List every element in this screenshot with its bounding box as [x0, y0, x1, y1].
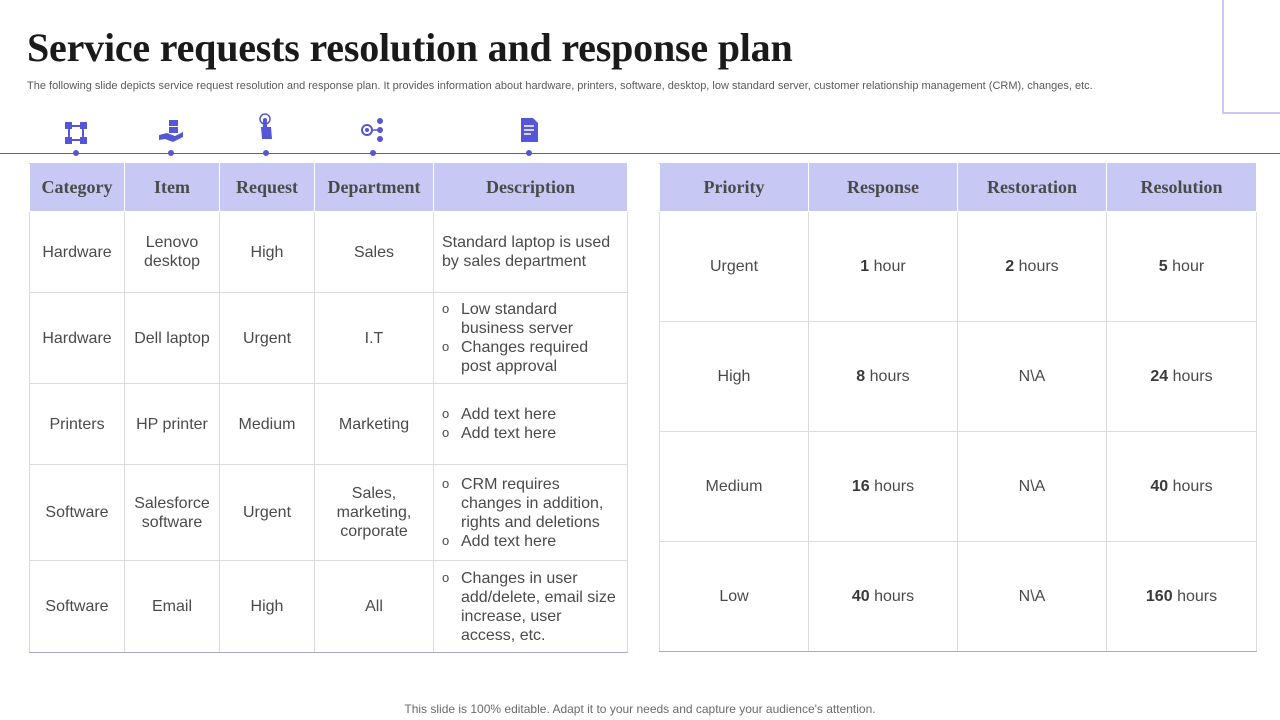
resolution-cell: [1107, 542, 1257, 652]
request-cell: High: [220, 561, 315, 653]
priority-cell: Urgent: [660, 212, 809, 322]
restoration-value: 2: [1005, 258, 1015, 275]
restoration-unit: hours: [1018, 258, 1059, 275]
priority-cell: Low: [660, 542, 809, 652]
process-flow-icon: [359, 117, 387, 145]
bullet-item: o Add text here: [442, 532, 619, 551]
category-cell: Hardware: [30, 212, 125, 293]
restoration-unit: N\A: [1018, 368, 1046, 385]
table-row: [30, 293, 628, 384]
service-requests-table: [29, 163, 628, 653]
timeline-dot: [73, 150, 79, 156]
response-cell: [809, 432, 958, 542]
document-icon: [515, 116, 543, 144]
restoration-cell: [958, 432, 1107, 542]
column-header-description: Description: [434, 164, 628, 212]
item-cell: HP printer: [125, 384, 220, 465]
response-value: 40: [851, 588, 870, 605]
table-row: [660, 542, 1257, 652]
resolution-value: 5: [1158, 258, 1168, 275]
restoration-cell: [958, 322, 1107, 432]
resolution-value: 160: [1145, 588, 1173, 605]
timeline-dot: [168, 150, 174, 156]
response-value: 1: [860, 258, 870, 275]
table-header-row: [660, 164, 1257, 212]
timeline-dot: [526, 150, 532, 156]
column-header-resolution: Resolution: [1107, 164, 1257, 212]
request-cell: Urgent: [220, 465, 315, 561]
hand-pointer-icon: [252, 113, 280, 141]
restoration-unit: N\A: [1018, 588, 1046, 605]
bullet-item: o Changes required post approval: [442, 338, 619, 376]
timeline-line: [0, 153, 1280, 154]
request-cell: Urgent: [220, 293, 315, 384]
description-cell: [434, 293, 628, 384]
column-header-priority: Priority: [660, 164, 809, 212]
resolution-unit: hours: [1172, 478, 1213, 495]
department-cell: Sales: [315, 212, 434, 293]
description-cell: [434, 384, 628, 465]
column-header-item: Item: [125, 164, 220, 212]
table-row: [30, 561, 628, 653]
resolution-cell: [1107, 432, 1257, 542]
resolution-unit: hours: [1172, 368, 1213, 385]
resolution-value: 24: [1150, 368, 1169, 385]
item-cell: Lenovo desktop: [125, 212, 220, 293]
hand-holding-boxes-icon: [157, 117, 185, 145]
response-unit: hours: [874, 478, 915, 495]
priority-cell: High: [660, 322, 809, 432]
response-value: 16: [851, 478, 870, 495]
bullet-item: o CRM requires changes in addition, rights and deletions: [442, 475, 619, 532]
corner-frame-decoration: [1222, 0, 1280, 114]
column-header-response: Response: [809, 164, 958, 212]
response-cell: [809, 212, 958, 322]
department-cell: All: [315, 561, 434, 653]
restoration-cell: [958, 542, 1107, 652]
bullet-item: o Add text here: [442, 405, 619, 424]
slide-subtitle: The following slide depicts service request resolution and response plan. It provides information about hardware, printers, software, desktop, low standard server, customer relationship management (CRM), changes, etc.: [27, 80, 1093, 92]
department-cell: Sales, marketing, corporate: [315, 465, 434, 561]
response-cell: [809, 542, 958, 652]
description-cell: Standard laptop is used by sales department: [434, 212, 628, 293]
column-header-department: Department: [315, 164, 434, 212]
network-nodes-icon: [62, 119, 90, 147]
bullet-item: o Add text here: [442, 424, 619, 443]
request-cell: High: [220, 212, 315, 293]
request-cell: Medium: [220, 384, 315, 465]
resolution-unit: hours: [1177, 588, 1218, 605]
resolution-unit: hour: [1172, 258, 1205, 275]
timeline-dot: [370, 150, 376, 156]
response-unit: hour: [873, 258, 906, 275]
table-row: [660, 322, 1257, 432]
timeline-dot: [263, 150, 269, 156]
column-header-request: Request: [220, 164, 315, 212]
column-header-category: Category: [30, 164, 125, 212]
description-cell: [434, 465, 628, 561]
restoration-cell: [958, 212, 1107, 322]
category-cell: Hardware: [30, 293, 125, 384]
slide-footer: This slide is 100% editable. Adapt it to your needs and capture your audience's attention.: [404, 702, 876, 716]
category-cell: Software: [30, 465, 125, 561]
resolution-cell: [1107, 322, 1257, 432]
response-cell: [809, 322, 958, 432]
department-cell: I.T: [315, 293, 434, 384]
category-cell: Software: [30, 561, 125, 653]
response-unit: hours: [874, 588, 915, 605]
resolution-value: 40: [1150, 478, 1169, 495]
column-header-restoration: Restoration: [958, 164, 1107, 212]
department-cell: Marketing: [315, 384, 434, 465]
table-row: [30, 384, 628, 465]
table-header-row: [30, 164, 628, 212]
resolution-cell: [1107, 212, 1257, 322]
priority-cell: Medium: [660, 432, 809, 542]
bullet-item: o Changes in user add/delete, email size increase, user access, etc.: [442, 569, 619, 645]
item-cell: Salesforce software: [125, 465, 220, 561]
slide-title: Service requests resolution and response plan: [27, 25, 793, 70]
table-row: [660, 432, 1257, 542]
description-cell: [434, 561, 628, 653]
table-row: [30, 465, 628, 561]
bullet-item: o Low standard business server: [442, 300, 619, 338]
table-row: [30, 212, 628, 293]
response-unit: hours: [869, 368, 910, 385]
table-row: [660, 212, 1257, 322]
item-cell: Dell laptop: [125, 293, 220, 384]
restoration-unit: N\A: [1018, 478, 1046, 495]
item-cell: Email: [125, 561, 220, 653]
response-value: 8: [856, 368, 866, 385]
priority-sla-table: [659, 163, 1257, 652]
category-cell: Printers: [30, 384, 125, 465]
